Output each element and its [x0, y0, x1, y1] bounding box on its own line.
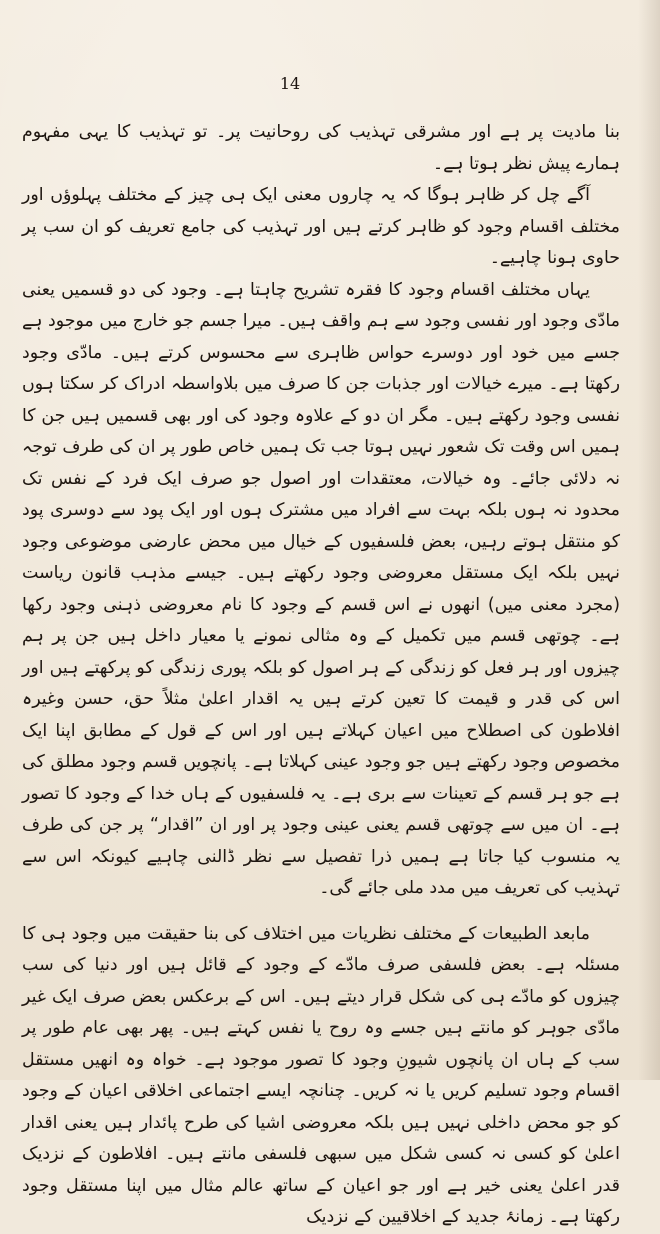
paragraph-1: بنا مادیت پر ہے اور مشرقی تہذیب کی روحانیت پر۔ تو تہذیب کا یہی مفہوم ہمارے پیش نظر ہوتا ہے۔: [22, 122, 620, 174]
page-number: 14: [279, 74, 301, 93]
paragraph-4: مابعد الطبیعات کے مختلف نظریات میں اختلاف کی بنا حقیقت میں وجود ہی کا مسئلہ ہے۔ بعض فلسفی صرف مادّے کے وجود کے قائل ہیں اور دنیا کی سب چیزوں کو مادّے ہی کی شکل قرار دیتے ہیں۔ اس کے برعکس بعض صرف ایک غیر مادّی جوہر کو مانتے ہیں جسے وہ روح یا نفس کہتے ہیں۔ پھر بھی عام طور پر سب کے ہاں ان پانچوں شیونِ وجود کا تصور موجود ہے۔ خواہ وہ انھیں مستقل اقسام وجود تسلیم کریں یا نہ کریں۔ چنانچہ ایسے اجتماعی اخلاقی اعیان کے وجود کو جو محض داخلی نہیں ہیں بلکہ معروضی اشیا کی طرح پائدار ہیں یعنی اقدار اعلیٰ کو کسی نہ کسی شکل میں سبھی فلسفی مانتے ہیں۔ افلاطون کے نزدیک قدر اعلیٰ یعنی خیر ہے اور جو اعیان کے ساتھ عالم مثال میں اپنا مستقل وجود رکھتا ہے۔ زمانۂ جدید کے اخلاقیین کے نزدیک: [22, 923, 620, 1227]
page-edge-shadow: [638, 0, 660, 1080]
body-text: [22, 117, 620, 1234]
paragraph-3: یہاں مختلف اقسام وجود کا فقرہ تشریح چاہتا ہے۔ وجود کی دو قسمیں یعنی مادّی وجود اور نفسی وجود سے ہم واقف ہیں۔ میرا جسم جو خارج میں موجود ہے جسے میں خود اور دوسرے حواس ظاہری سے محسوس کرتے ہیں۔ مادّی وجود رکھتا ہے۔ میرے خیالات اور جذبات جن کا صرف میں بلاواسطہ ادراک کر سکتا ہوں نفسی وجود رکھتے ہیں۔ مگر ان دو کے علاوہ وجود کی اور بھی قسمیں ہیں جن کا ہمیں اس وقت تک شعور نہیں ہوتا جب تک ہمیں خاص طور پر ان کی طرف توجہ نہ دلائی جائے۔ وہ خیالات، معتقدات اور اصول جو صرف ایک فرد کے نفس تک محدود نہ ہوں بلکہ بہت سے افراد میں مشترک ہوں اور ایک پود سے دوسری پود کو منتقل ہوتے رہیں، بعض فلسفیوں کے خیال میں محض عارضی موضوعی وجود نہیں بلکہ ایک مستقل معروضی وجود رکھتے ہیں۔ جیسے مذہب قانون ریاست (مجرد معنی میں) انھوں نے اس قسم کے وجود کا نام معروضی ذہنی وجود رکھا ہے۔ چوتھی قسم میں تکمیل کے وہ مثالی نمونے یا معیار داخل ہیں جن پر ہم چیزوں اور ہر فعل کو زندگی کے ہر اصول کو بلکہ پوری زندگی کو پرکھتے ہیں اور اس کی قدر و قیمت کا تعین کرتے ہیں یہ اقدار اعلیٰ مثلاً حق، حسن وغیرہ افلاطون کی اصطلاح میں اعیان کہلاتے ہیں اور اس کے قول کے مطابق اپنا ایک مخصوص وجود رکھتے ہیں جو وجود عینی کہلاتا ہے۔ پانچویں قسم وجود مطلق کی ہے جو ہر قسم کے تعینات سے بری ہے۔ یہ فلسفیوں کے ہاں خدا کے وجود کا تصور ہے۔ ان میں سے چوتھی قسم یعنی عینی وجود پر اور ان ”اقدار“ پر جن کی طرف یہ منسوب کیا جاتا ہے ہمیں ذرا تفصیل سے نظر ڈالنی چاہیے کیونکہ اس سے تہذیب کی تعریف میں مدد ملی جائے گی۔: [22, 279, 620, 898]
paragraph-2: آگے چل کر ظاہر ہوگا کہ یہ چاروں معنی ایک ہی چیز کے مختلف پہلوؤں اور مختلف اقسام وجود کو ظاہر کرتے ہیں اور تہذیب کی جامع تعریف کو ان سب پر حاوی ہونا چاہیے۔: [22, 185, 620, 268]
